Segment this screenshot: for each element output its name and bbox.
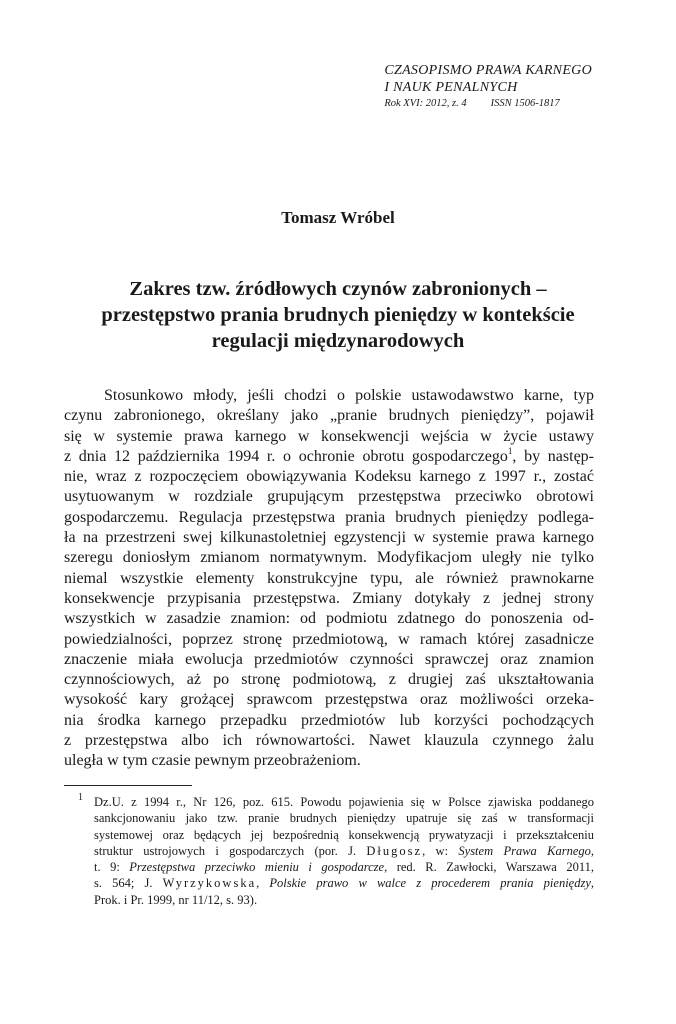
cited-title: Polskie prawo w walce z procederem prania pieniędzy xyxy=(269,876,591,891)
body-line: ła na przestrzeni swej kilkunastoletniej egzystencji w systemie prawa karnego xyxy=(64,529,594,547)
body-line: wszystkich w zasadzie znamion: od podmiotu zdatnego do ponoszenia od- xyxy=(64,610,594,628)
title-line: Zakres tzw. źródłowych czynów zabronionych – xyxy=(129,278,547,300)
author-name: Tomasz Wróbel xyxy=(281,208,395,227)
body-line: czynnościowych, aż po stronę podmiotową, z drugiej zaś ukształtowania xyxy=(64,671,594,689)
title-line: regulacji międzynarodowych xyxy=(211,330,465,352)
footnote xyxy=(64,794,594,908)
footnote-text-part: struktur ustrojowych i gospodarczych (por. J. xyxy=(94,843,367,858)
footnote-text-part: , xyxy=(256,876,270,891)
body-line: uległa w tym czasie pewnym przeobrażeniom. xyxy=(64,752,361,770)
cited-title: System Prawa Karnego xyxy=(458,843,591,858)
footnote-divider xyxy=(64,785,192,786)
body-line: konsekwencje przypisania przestępstwa. Zmiany dotykały z jednej strony xyxy=(64,589,594,607)
journal-year-issue: Rok XVI: 2012, z. 4 xyxy=(384,98,467,109)
body-line: czynu zabronionego, określany jako „pranie brudnych pieniędzy”, pojawił xyxy=(64,407,594,425)
body-line: gospodarczemu. Regulacja przestępstwa prania brudnych pieniędzy podlega- xyxy=(64,508,594,526)
body-line: usytuowanym w rozdziale grupującym przestępstwa przeciwko obrotowi xyxy=(64,488,594,506)
body-line: wysokość kary grożącej sprawcom przestępstwa oraz możliwości orzeka- xyxy=(64,691,594,709)
footnote-line xyxy=(94,843,594,859)
footnote-line xyxy=(94,859,594,875)
footnote-text xyxy=(94,794,594,908)
body-line: nia środka karnego przepadku przedmiotów lub korzyści pochodzących xyxy=(64,711,594,729)
footnote-text-part: , xyxy=(590,843,594,858)
journal-name-line-1: CZASOPISMO PRAWA KARNEGO xyxy=(384,63,592,78)
footnote-number: 1 xyxy=(78,792,83,803)
footnote-line: sankcjonowaniu jako tzw. pranie brudnych pieniędzy upatruje się zaś w transformacji xyxy=(94,811,594,826)
journal-name-line-2: I NAUK PENALNYCH xyxy=(384,80,518,95)
journal-header xyxy=(384,62,592,111)
body-line: z przestępstwa albo ich równowartości. Nawet klauzula czynnego żalu xyxy=(64,732,594,750)
body-line xyxy=(64,447,594,467)
footnote-line: Dz.U. z 1994 r., Nr 126, poz. 615. Powodu pojawienia się w Polsce zjawiska poddanego xyxy=(94,795,594,809)
footnote-text-part: , red. R. Zawłocki, Warszawa 2011, xyxy=(384,860,594,875)
body-line: nie, wraz z rozpoczęciem obowiązywania Kodeksu karnego z 1997 r., zostać xyxy=(64,468,594,486)
title-line: przestępstwo prania brudnych pieniędzy w kontekście xyxy=(101,304,575,326)
footnote-line: systemowej oraz będących jej bezpośrednią konsekwencją prywatyzacji i przekształceniu xyxy=(94,827,594,842)
body-line-part: , by następ- xyxy=(512,447,595,465)
footnote-line: Prok. i Pr. 1999, nr 11/12, s. 93). xyxy=(94,892,258,907)
body-line: się w systemie prawa karnego w konsekwencji wejścia w życie ustawy xyxy=(64,427,594,445)
footnote-reference[interactable]: 1 xyxy=(507,445,513,456)
article-title xyxy=(60,276,616,354)
footnote-text-part: , w: xyxy=(422,843,459,858)
cited-author: Długosz xyxy=(366,843,423,858)
footnote-text-part: , xyxy=(590,876,595,891)
journal-issn: ISSN 1506-1817 xyxy=(490,98,560,109)
body-line: Stosunkowo młody, jeśli chodzi o polskie ustawodawstwo karne, typ xyxy=(104,387,594,404)
footnote-text-part: s. 564; J. xyxy=(94,876,163,891)
footnote-text-part: t. 9: xyxy=(94,860,130,875)
body-line: niemal wszystkie elementy konstrukcyjne typu, ale również prawnokarne xyxy=(64,569,594,587)
footnote-line xyxy=(94,875,594,891)
body-line: powiedzialności, poprzez stronę przedmiotową, w ramach której zasadnicze xyxy=(64,630,594,648)
body-line: szeregu doniosłym zmianom normatywnym. Modyfikacjom uległy nie tylko xyxy=(64,549,594,567)
journal-meta xyxy=(384,97,592,111)
body-paragraph xyxy=(64,386,594,772)
cited-author: Wyrzykowska xyxy=(162,876,257,891)
cited-title: Przestępstwa przeciwko mieniu i gospodarcze xyxy=(129,860,385,875)
body-line-part: z dnia 12 października 1994 r. o ochronie obrotu gospodarczego xyxy=(64,447,508,465)
body-line: znaczenie miała ewolucja przedmiotów czynności sprawczej oraz znamion xyxy=(64,650,594,668)
